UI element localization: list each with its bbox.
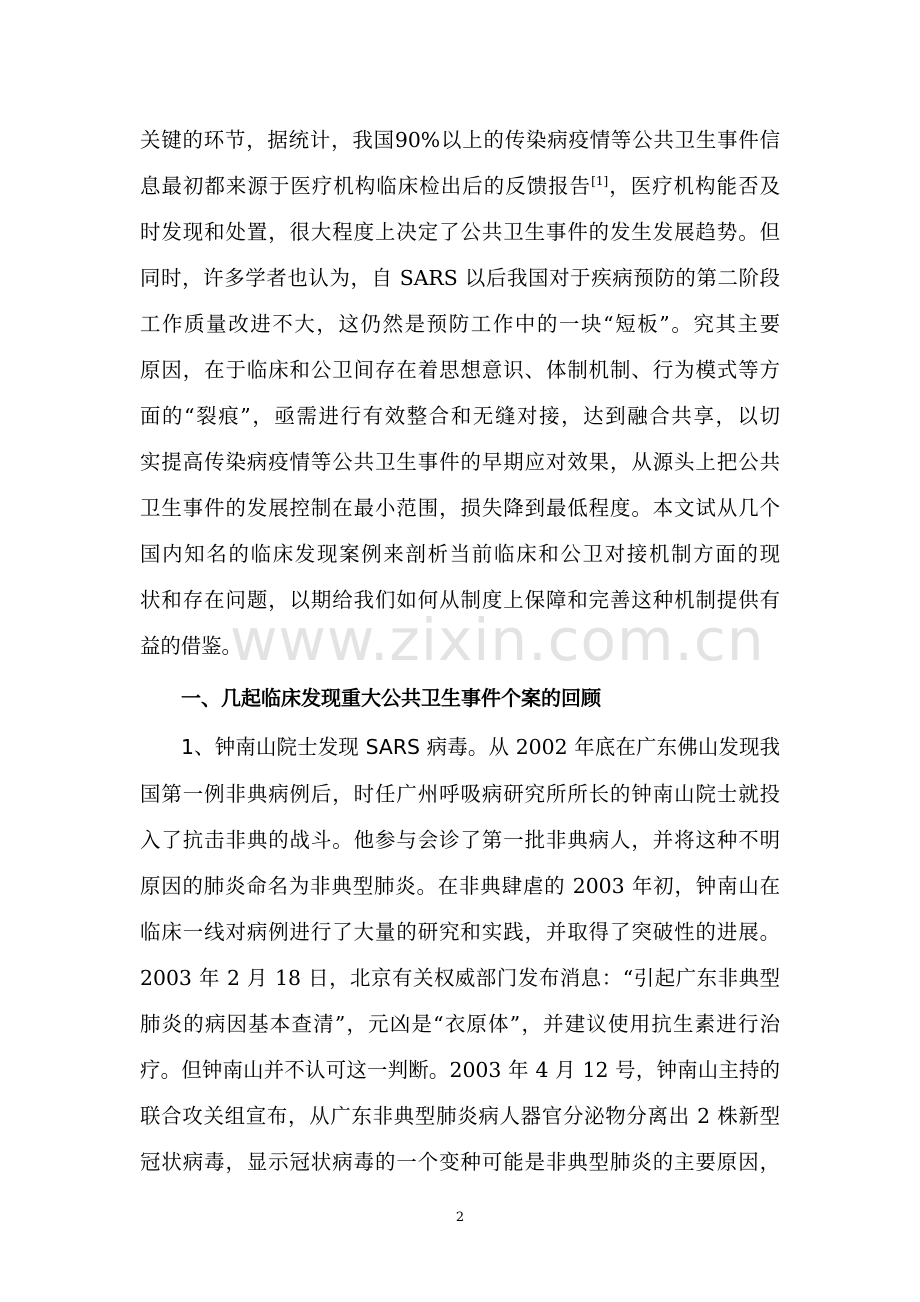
paragraph-line: 面的“裂痕”，亟需进行有效整合和无缝对接，达到融合共享，以切 — [140, 404, 780, 428]
paragraph-line: 疗。但钟南山并不认可这一判断。2003 年 4 月 12 号，钟南山主持的 — [140, 1058, 780, 1082]
paragraph-line-with-citation — [140, 176, 780, 196]
paragraph-line: 临床一线对病例进行了大量的研究和实践，并取得了突破性的进展。 — [140, 920, 780, 944]
paragraph-line: 关键的环节，据统计，我国90%以上的传染病疫情等公共卫生事件信 — [140, 128, 780, 152]
paragraph-line: 联合攻关组宣布，从广东非典型肺炎病人器官分泌物分离出 2 株新型 — [140, 1104, 780, 1128]
paragraph-line: 状和存在问题，以期给我们如何从制度上保障和完善这种机制提供有 — [140, 588, 780, 612]
paragraph-line: 时发现和处置，很大程度上决定了公共卫生事件的发生发展趋势。但 — [140, 220, 780, 244]
paragraph-line: 冠状病毒，显示冠状病毒的一个变种可能是非典型肺炎的主要原因， — [140, 1150, 780, 1174]
paragraph-line: 原因，在于临床和公卫间存在着思想意识、体制机制、行为模式等方 — [140, 358, 780, 382]
paragraph-lead-line — [181, 737, 780, 757]
paragraph-line: 原因的肺炎命名为非典型肺炎。在非典肆虐的 2003 年初，钟南山在 — [140, 874, 780, 898]
paragraph-line: 益的借鉴。 — [140, 634, 242, 658]
paragraph-line-text: 息最初都来源于医疗机构临床检出后的反馈报告 — [140, 174, 592, 198]
paragraph-line: 国内知名的临床发现案例来剖析当前临床和公卫对接机制方面的现 — [140, 542, 780, 566]
page-number: 2 — [455, 1210, 465, 1225]
section-heading: 一、几起临床发现重大公共卫生事件个案的回顾 — [181, 686, 601, 710]
citation-marker: [1] — [591, 174, 609, 188]
paragraph-line: 国第一例非典病例后，时任广州呼吸病研究所所长的钟南山院士就投 — [140, 782, 780, 806]
paragraph-line: 卫生事件的发展控制在最小范围，损失降到最低程度。本文试从几个 — [140, 496, 780, 520]
case-title: 1、钟南山院士发现 SARS 病毒。 — [181, 735, 489, 759]
paragraph-line: 肺炎的病因基本查清”，元凶是“衣原体”，并建议使用抗生素进行治 — [140, 1012, 780, 1036]
paragraph-line: 工作质量改进不大，这仍然是预防工作中的一块“短板”。究其主要 — [140, 312, 780, 336]
paragraph-line-text: 从 2002 年底在广东佛山发现我 — [488, 735, 780, 759]
paragraph-line: 入了抗击非典的战斗。他参与会诊了第一批非典病人，并将这种不明 — [140, 828, 780, 852]
paragraph-line-text: ，医疗机构能否及 — [608, 174, 781, 198]
paragraph-line: 实提高传染病疫情等公共卫生事件的早期应对效果，从源头上把公共 — [140, 450, 780, 474]
paragraph-line: 2003 年 2 月 18 日，北京有关权威部门发布消息：“引起广东非典型 — [140, 966, 780, 990]
watermark: www.zixin.com.cn — [230, 606, 765, 674]
paragraph-line: 同时，许多学者也认为，自 SARS 以后我国对于疾病预防的第二阶段 — [140, 266, 780, 290]
